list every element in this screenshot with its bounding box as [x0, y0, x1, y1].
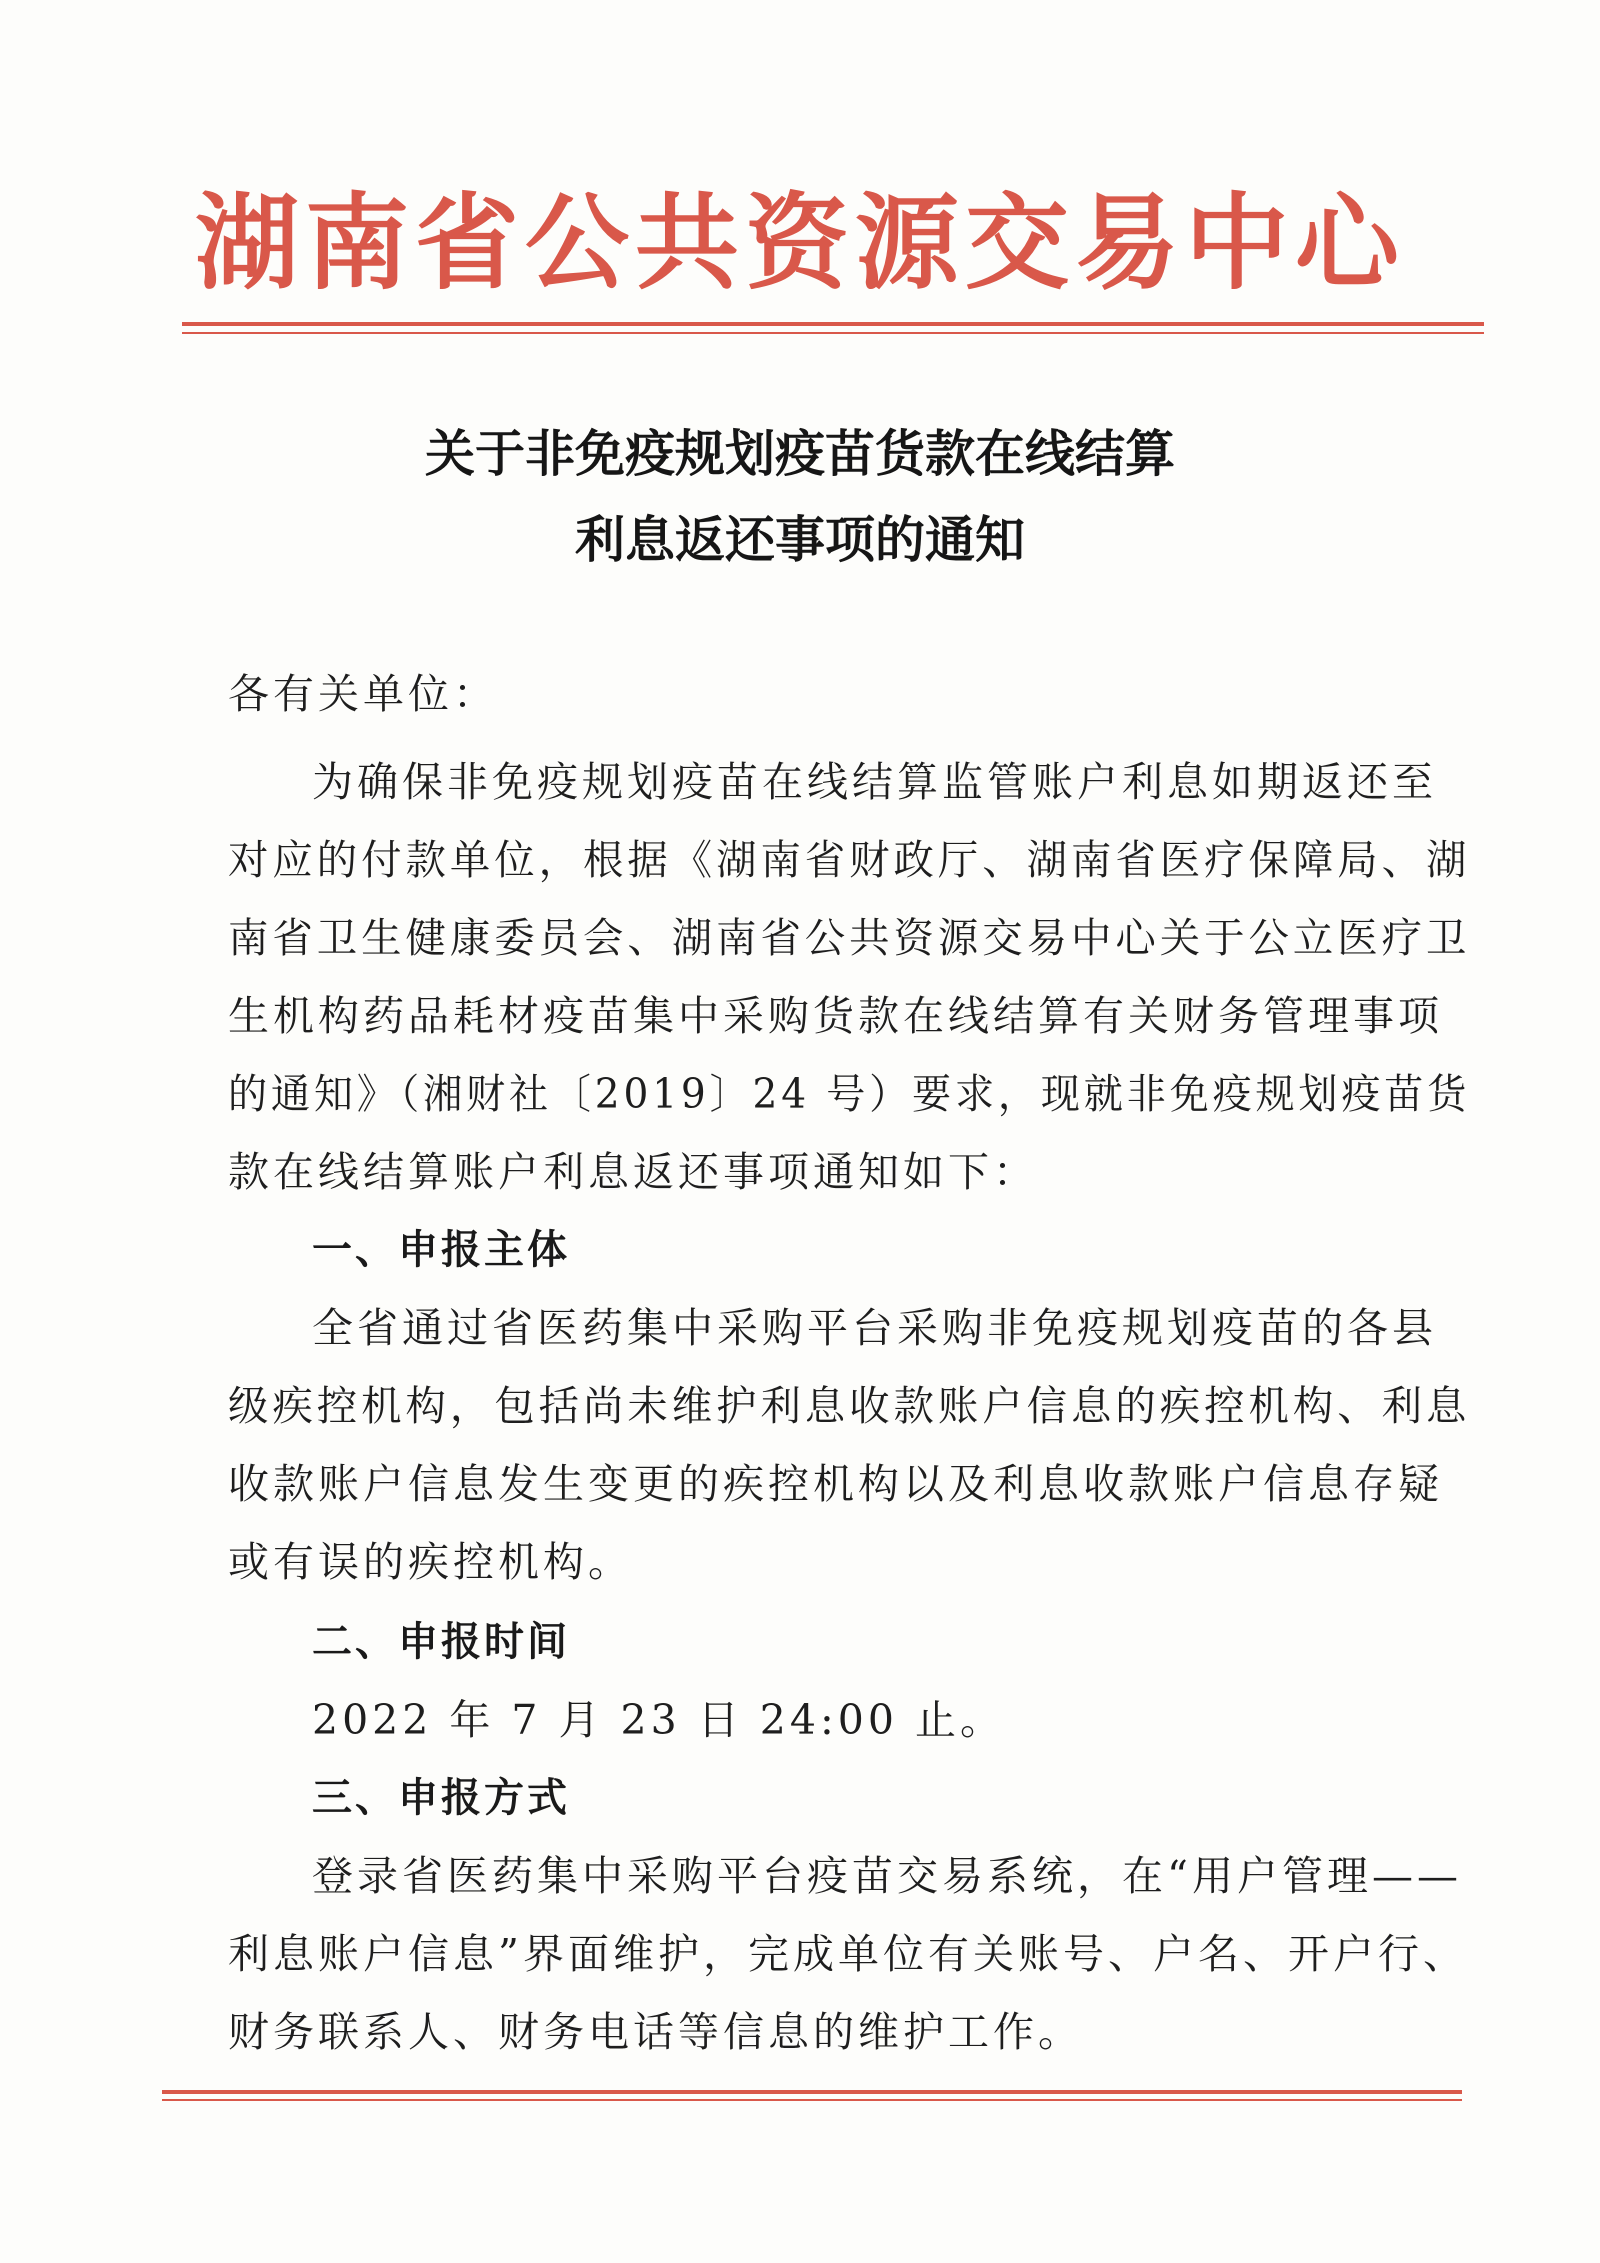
section-heading-2: 二、申报时间: [312, 1619, 570, 1665]
section2-line: 2022 年 7 月 23 日 24:00 止。: [312, 1696, 1005, 1744]
section1-line: 级疾控机构，包括尚未维护利息收款账户信息的疾控机构、利息: [228, 1382, 1471, 1430]
intro-line: 的通知》（湘财社〔2019〕24 号）要求，现就非免疫规划疫苗货: [228, 1070, 1471, 1118]
document-title-line-1: 关于非免疫规划疫苗货款在线结算: [425, 425, 1175, 483]
section3-line: 利息账户信息”界面维护，完成单位有关账号、户名、开户行、: [228, 1930, 1468, 1978]
section1-line: 全省通过省医药集中采购平台采购非免疫规划疫苗的各县: [312, 1304, 1437, 1352]
section3-line: 登录省医药集中采购平台疫苗交易系统，在“用户管理——: [312, 1852, 1462, 1900]
section-heading-1: 一、申报主体: [312, 1227, 570, 1273]
section-heading-3: 三、申报方式: [312, 1775, 570, 1821]
letterhead-rule-thin: [182, 332, 1484, 334]
intro-line: 为确保非免疫规划疫苗在线结算监管账户利息如期返还至: [312, 758, 1437, 806]
footer-rule-thin: [162, 2099, 1462, 2101]
intro-line: 生机构药品耗材疫苗集中采购货款在线结算有关财务管理事项: [228, 992, 1443, 1040]
intro-line: 对应的付款单位，根据《湖南省财政厅、湖南省医疗保障局、湖: [228, 836, 1471, 884]
intro-line: 款在线结算账户利息返还事项通知如下：: [228, 1148, 1038, 1196]
org-letterhead: 湖南省公共资源交易中心: [194, 182, 1405, 304]
letterhead-rule: [182, 322, 1484, 326]
footer-rule: [162, 2090, 1462, 2094]
intro-line: 南省卫生健康委员会、湖南省公共资源交易中心关于公立医疗卫: [228, 914, 1471, 962]
section1-line: 或有误的疾控机构。: [228, 1538, 633, 1586]
section3-line: 财务联系人、财务电话等信息的维护工作。: [228, 2008, 1083, 2056]
document-title-line-2: 利息返还事项的通知: [575, 511, 1025, 569]
salutation: 各有关单位：: [228, 670, 498, 718]
section1-line: 收款账户信息发生变更的疾控机构以及利息收款账户信息存疑: [228, 1460, 1443, 1508]
